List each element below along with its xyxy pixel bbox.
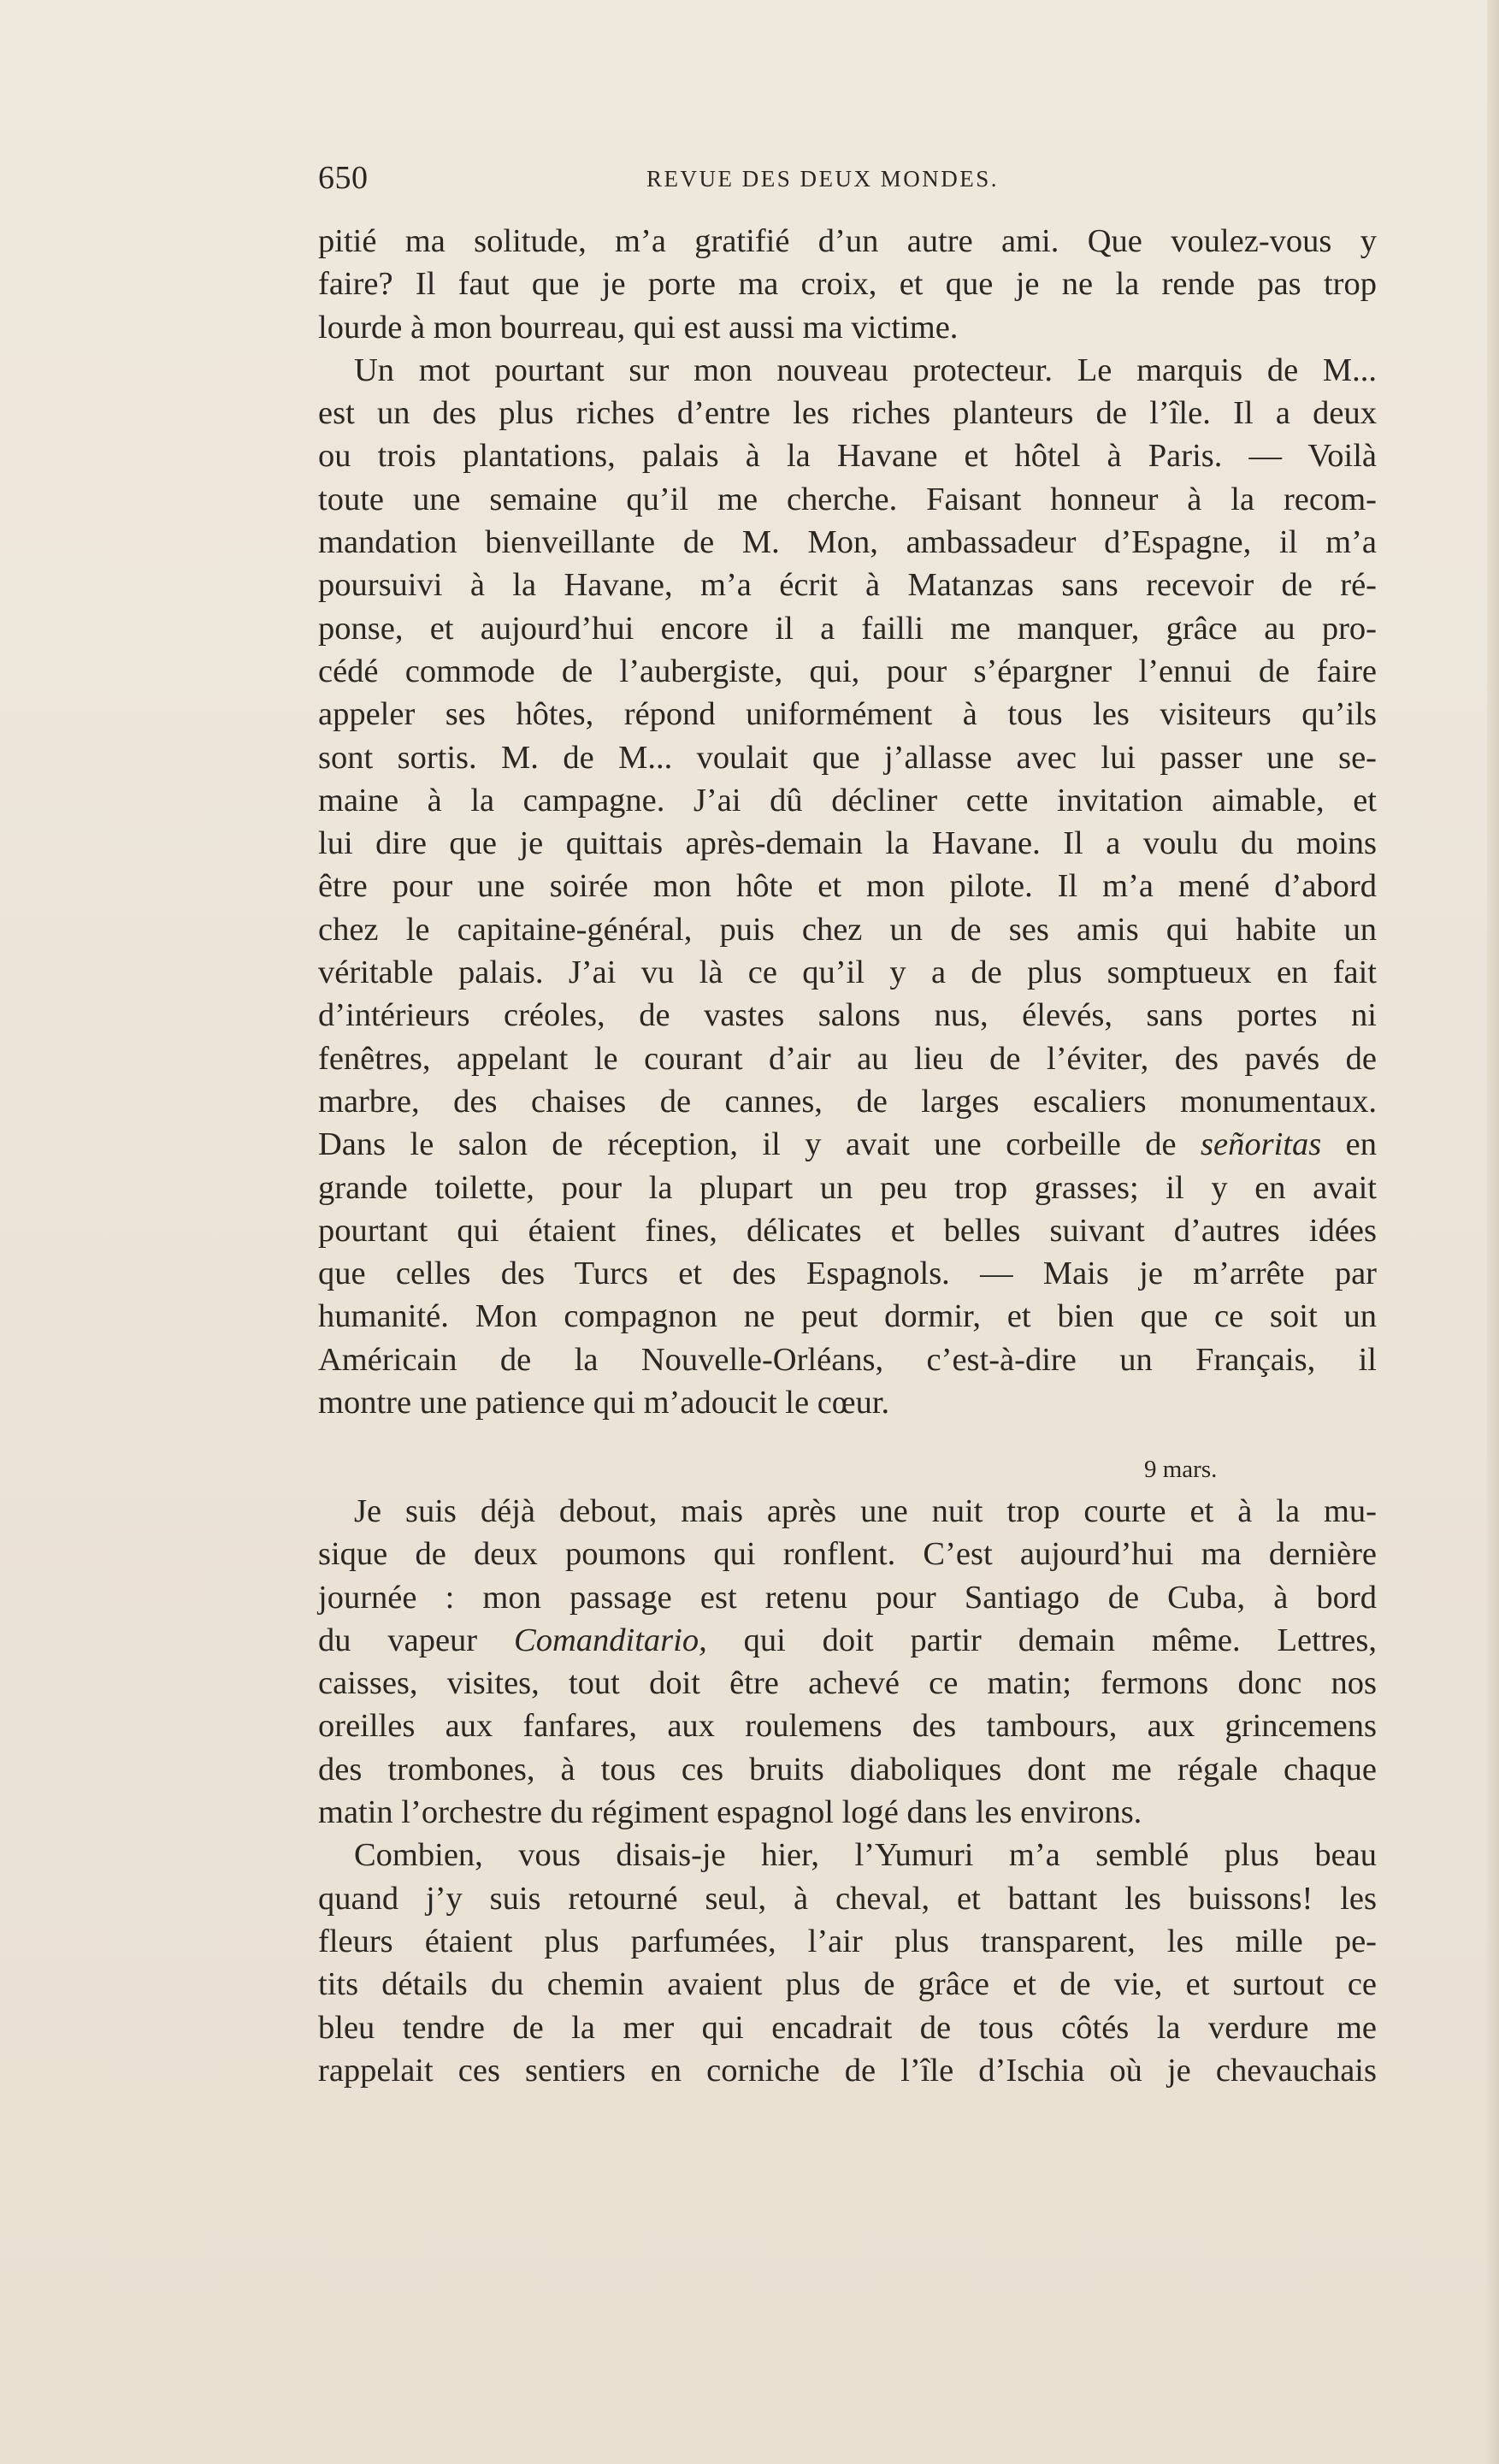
text-line: maine à la campagne. J’ai dû décliner cette invitation aimable, et [318,782,1377,818]
page-header [318,159,1378,200]
text-line: lui dire que je quittais après-demain la Havane. Il a voulu du moins [318,825,1377,862]
text-line: sique de deux poumons qui ronflent. C’est aujourd’hui ma dernière [318,1536,1377,1573]
text-line: fenêtres, appelant le courant d’air au lieu de l’éviter, des pavés de [318,1040,1377,1077]
text-line: bleu tendre de la mer qui encadrait de tous côtés la verdure me [318,2009,1377,2046]
text-line [318,1123,1377,1166]
text-line: montre une patience qui m’adoucit le cœur. [318,1385,890,1421]
text-line: ou trois plantations, palais à la Havane et hôtel à Paris. — Voilà [318,438,1377,475]
text-line: sont sortis. M. de M... voulait que j’allasse avec lui passer une se- [318,739,1377,776]
paragraph-2 [318,349,1377,1424]
italic-ship-name: Comanditario, [514,1622,707,1658]
text-line: appeler ses hôtes, répond uniformément à tous les visiteurs qu’ils [318,696,1377,733]
text-line: humanité. Mon compagnon ne peut dormir, et bien que ce soit un [318,1298,1377,1335]
text-line: Américain de la Nouvelle-Orléans, c’est-à-dire un Français, il [318,1341,1377,1378]
text-block-lower [318,1490,1377,2092]
text-line: lourde à mon bourreau, qui est aussi ma victime. [318,309,959,346]
text-run: qui doit partir demain même. Lettres, [706,1622,1377,1658]
text-block-upper [318,220,1377,1424]
text-line: que celles des Turcs et des Espagnols. — Mais je m’arrête par [318,1256,1377,1292]
text-line: marbre, des chaises de cannes, de larges escaliers monumentaux. [318,1083,1377,1120]
text-run: en [1321,1126,1377,1163]
text-line: rappelait ces sentiers en corniche de l’île d’Ischia où je chevauchais [318,2052,1377,2089]
dateline: 9 mars. [1144,1456,1218,1483]
page-number: 650 [318,160,369,196]
text-line: d’intérieurs créoles, de vastes salons nus, élevés, sans portes ni [318,997,1377,1034]
text-line: pourtant qui étaient fines, délicates et belles suivant d’autres idées [318,1212,1377,1249]
text-line: tits détails du chemin avaient plus de grâce et de vie, et surtout ce [318,1966,1377,2003]
italic-term: señoritas [1201,1126,1322,1163]
text-line: journée : mon passage est retenu pour Santiago de Cuba, à bord [318,1579,1377,1616]
text-run: du vapeur [318,1622,515,1658]
text-line: Je suis déjà debout, mais après une nuit trop courte et à la mu- [354,1493,1377,1529]
text-line: fleurs étaient plus parfumées, l’air plus transparent, les mille pe- [318,1923,1377,1959]
text-line: grande toilette, pour la plupart un peu trop grasses; il y en avait [318,1169,1377,1206]
text-line: faire? Il faut que je porte ma croix, et que je ne la rende pas trop [318,266,1377,303]
text-run: Dans le salon de réception, il y avait une corbeille de [318,1126,1201,1163]
text-line: ponse, et aujourd’hui encore il a failli me manquer, grâce au pro- [318,610,1377,647]
text-line: Un mot pourtant sur mon nouveau protecteur. Le marquis de M... [354,352,1377,388]
text-line: véritable palais. J’ai vu là ce qu’il y a de plus somptueux en fait [318,954,1377,991]
text-line: est un des plus riches d’entre les riches planteurs de l’île. Il a deux [318,395,1377,432]
text-line: pitié ma solitude, m’a gratifié d’un autre ami. Que voulez-vous y [318,223,1377,259]
text-line: matin l’orchestre du régiment espagnol logé dans les environs. [318,1794,1142,1831]
text-line: Combien, vous disais-je hier, l’Yumuri m’a semblé plus beau [354,1837,1377,1874]
text-line: poursuivi à la Havane, m’a écrit à Matanzas sans recevoir de ré- [318,567,1377,604]
text-line: quand j’y suis retourné seul, à cheval, et battant les buissons! les [318,1880,1377,1917]
text-line: toute une semaine qu’il me cherche. Faisant honneur à la recom- [318,481,1377,517]
text-line: des trombones, à tous ces bruits diaboliques dont me régale chaque [318,1751,1377,1787]
text-line: cédé commode de l’aubergiste, qui, pour s’épargner l’ennui de faire [318,653,1377,689]
running-title: REVUE DES DEUX MONDES. [646,166,999,192]
paragraph-1 [318,220,1377,349]
text-line: oreilles aux fanfares, aux roulemens des tambours, aux grincemens [318,1708,1377,1745]
text-line: caisses, visites, tout doit être achevé ce matin; fermons donc nos [318,1665,1377,1702]
text-line: être pour une soirée mon hôte et mon pilote. Il m’a mené d’abord [318,868,1377,905]
page-edge-shadow [1487,0,1499,2464]
text-line [318,1619,1377,1662]
paragraph-4 [318,1834,1377,2092]
text-line: chez le capitaine-général, puis chez un de ses amis qui habite un [318,911,1377,948]
text-line: mandation bienveillante de M. Mon, ambassadeur d’Espagne, il m’a [318,524,1377,561]
paragraph-3 [318,1490,1377,1834]
